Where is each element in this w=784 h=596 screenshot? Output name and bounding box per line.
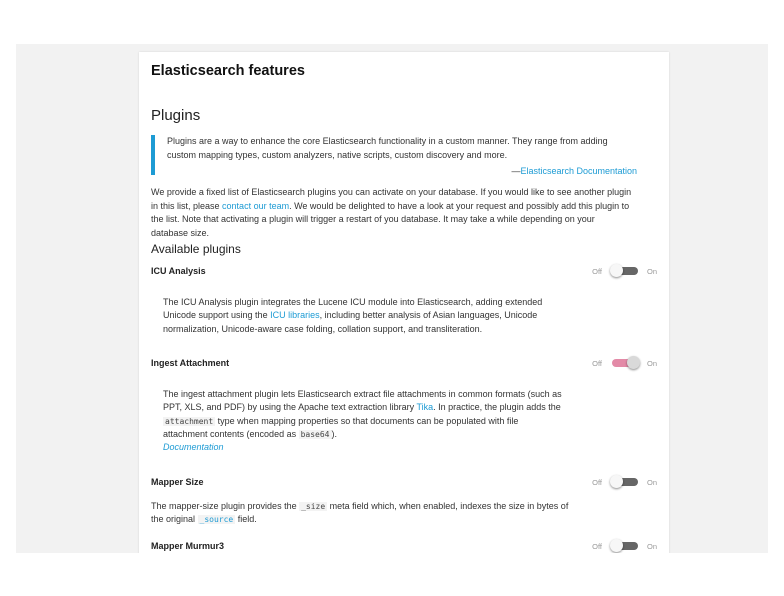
page-title: Elasticsearch features	[151, 63, 305, 79]
plugins-blockquote	[151, 135, 637, 175]
icu-libraries-link[interactable]: ICU libraries	[270, 310, 320, 321]
toggle-ingest-attachment[interactable]	[577, 356, 657, 370]
toggle-knob[interactable]	[610, 475, 623, 488]
toggle-track[interactable]	[612, 478, 638, 486]
plugin-title-icu-analysis: ICU Analysis	[151, 266, 206, 276]
intro-text-1: We provide a fixed list of Elasticsearch plugins you can activate on your database. If you would like to see another plugin in this list, please	[151, 187, 632, 211]
base64-code: base64	[300, 429, 330, 439]
desc-text: meta field which, when enabled, indexes the size in bytes of the original	[151, 501, 569, 525]
plugin-desc-icu-analysis	[163, 296, 563, 336]
desc-text: field.	[235, 514, 257, 525]
contact-team-link[interactable]: contact our team	[222, 200, 290, 211]
plugin-desc-mapper-size	[151, 500, 571, 527]
cite-dash: —	[511, 166, 521, 176]
plugin-title-ingest-attachment: Ingest Attachment	[151, 358, 230, 368]
quote-citation	[511, 166, 637, 176]
desc-text: The ICU Analysis plugin integrates the Lucene ICU module into Elasticsearch, adding extended Unicode support using the	[163, 297, 543, 321]
desc-text: The ingest attachment plugin lets Elasticsearch extract file attachments in common formats (such as PPT, XLS, and PDF) by using the Apache text extraction library	[163, 389, 562, 413]
toggle-icu-analysis[interactable]	[577, 264, 657, 278]
toggle-knob[interactable]	[627, 356, 640, 369]
toggle-knob[interactable]	[610, 539, 623, 552]
toggle-knob[interactable]	[610, 264, 623, 277]
plugin-title-mapper-size: Mapper Size	[151, 477, 204, 487]
toggle-off-label: Off	[592, 477, 602, 487]
available-plugins-title: Available plugins	[151, 242, 241, 256]
desc-text: . In practice, the plugin adds the	[433, 402, 561, 413]
toggle-track[interactable]	[612, 359, 638, 367]
toggle-off-label: Off	[592, 541, 602, 551]
desc-text: The mapper-size plugin provides the	[151, 501, 300, 511]
toggle-on-label: On	[646, 358, 657, 368]
toggle-off-label: Off	[592, 358, 602, 368]
desc-text: , including better analysis of Asian languages, Unicode normalization, Unicode-aware case folding, collation support, and transliteration.	[163, 310, 538, 334]
toggle-on-label: On	[646, 477, 657, 487]
plugin-title-mapper-murmur3: Mapper Murmur3	[151, 541, 225, 551]
tika-link[interactable]: Tika	[416, 402, 434, 413]
toggle-track[interactable]	[612, 542, 638, 550]
documentation-link[interactable]: Documentation	[163, 442, 224, 453]
toggle-on-label: On	[646, 541, 657, 551]
section-title-plugins: Plugins	[151, 107, 201, 124]
attachment-code: attachment	[165, 416, 214, 426]
toggle-track[interactable]	[612, 267, 638, 275]
features-card	[139, 52, 669, 553]
toggle-mapper-size[interactable]	[577, 475, 657, 489]
page-viewport	[16, 44, 768, 553]
source-code: _source	[199, 515, 234, 525]
elasticsearch-docs-link[interactable]: Elasticsearch Documentation	[520, 166, 637, 176]
size-code: _size	[301, 502, 326, 511]
toggle-on-label: On	[646, 266, 657, 276]
intro-paragraph	[151, 186, 633, 240]
plugin-desc-ingest-attachment	[163, 388, 563, 454]
toggle-mapper-murmur3[interactable]	[577, 539, 657, 553]
intro-text-2: . We would be delighted to have a look at your request and possibly add this plugin to the list. Note that activating a plugin will trigger a restart of you database. It may take a while depending on your database size.	[151, 200, 630, 238]
toggle-off-label: Off	[592, 266, 602, 276]
quote-text: Plugins are a way to enhance the core Elasticsearch functionality in a custom manner. They range from adding custom mapping types, custom analyzers, native scripts, custom discovery and more.	[167, 136, 608, 160]
desc-text: ).	[331, 428, 337, 439]
desc-text: type when mapping properties so that documents can be populated with file attachment contents (encoded as	[163, 415, 519, 439]
